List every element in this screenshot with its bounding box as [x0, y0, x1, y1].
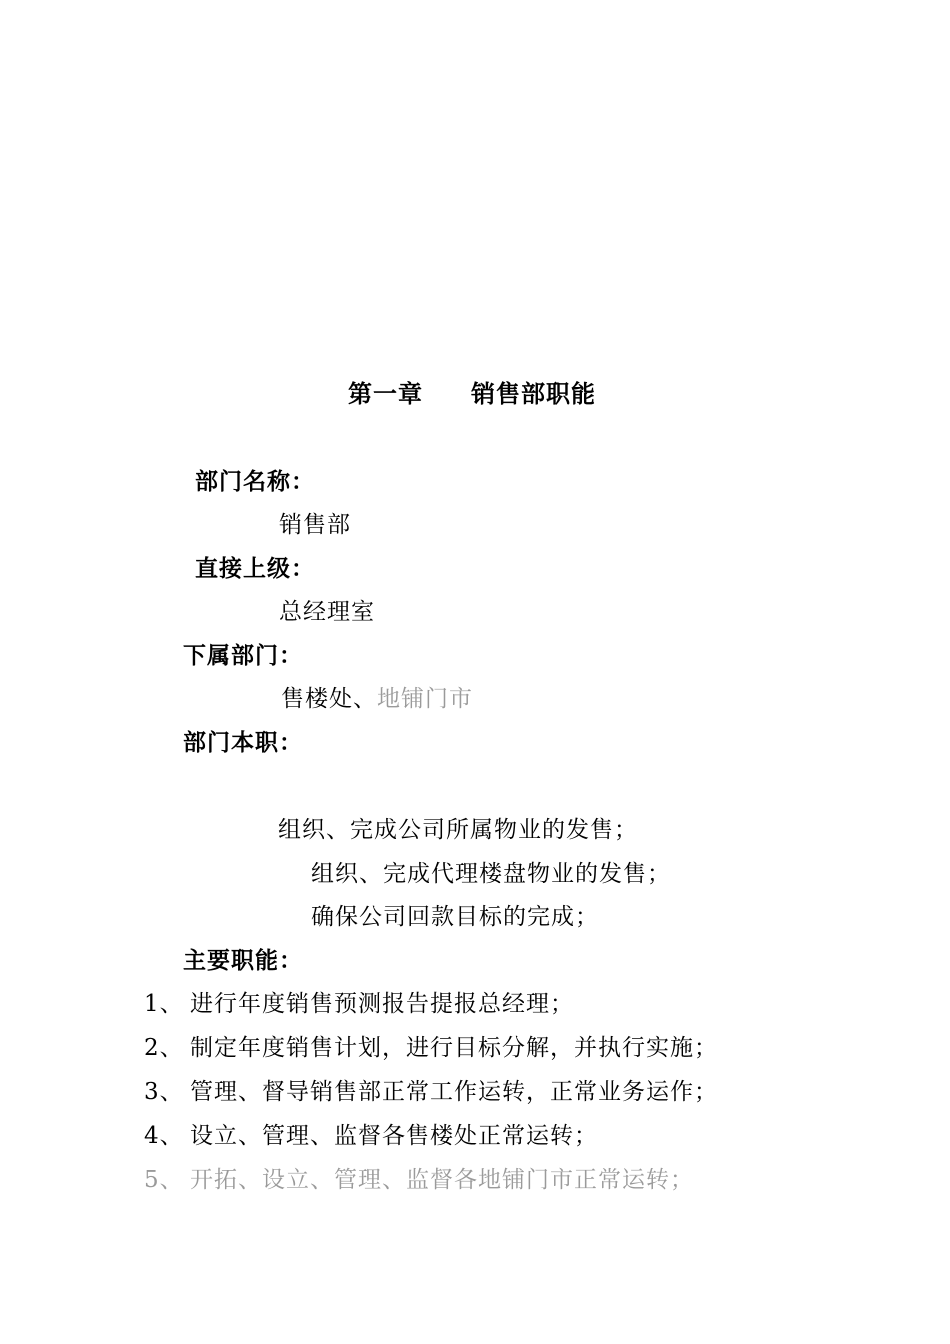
- chapter-heading: [348, 379, 596, 409]
- chapter-title: 销售部职能: [471, 380, 596, 408]
- function-number: 1、: [144, 991, 184, 1017]
- duty-label: 部门本职：: [183, 730, 303, 756]
- main-functions-label: 主要职能：: [183, 948, 303, 974]
- subordinate-value: [281, 684, 473, 714]
- function-number: 2、: [144, 1035, 184, 1061]
- subordinate-value-b: 地铺门市: [377, 686, 473, 712]
- function-item: [144, 989, 574, 1019]
- superior-label: 直接上级：: [195, 556, 315, 582]
- function-text: 管理、督导销售部正常工作运转，正常业务运作；: [190, 1079, 718, 1105]
- function-item: [144, 1121, 598, 1151]
- subordinate-label: 下属部门：: [183, 643, 303, 669]
- function-item: [144, 1077, 718, 1107]
- function-item: [144, 1165, 694, 1195]
- function-number: 4、: [144, 1123, 184, 1149]
- function-number: 3、: [144, 1079, 184, 1105]
- dept-name-value: 销售部: [279, 512, 351, 538]
- duty-item: 组织、完成代理楼盘物业的发售；: [311, 861, 671, 887]
- function-text: 开拓、设立、管理、监督各地铺门市正常运转；: [190, 1167, 694, 1193]
- function-number: 5、: [144, 1167, 184, 1193]
- duty-item: 组织、完成公司所属物业的发售；: [278, 817, 638, 843]
- dept-name-label: 部门名称：: [195, 469, 315, 495]
- subordinate-value-a: 售楼处、: [281, 686, 377, 712]
- function-text: 进行年度销售预测报告提报总经理；: [190, 991, 574, 1017]
- chapter-number: 第一章: [348, 380, 423, 408]
- duty-item: 确保公司回款目标的完成；: [311, 904, 599, 930]
- function-text: 制定年度销售计划，进行目标分解，并执行实施；: [190, 1035, 718, 1061]
- function-text: 设立、管理、监督各售楼处正常运转；: [190, 1123, 598, 1149]
- superior-value: 总经理室: [279, 599, 375, 625]
- function-item: [144, 1033, 718, 1063]
